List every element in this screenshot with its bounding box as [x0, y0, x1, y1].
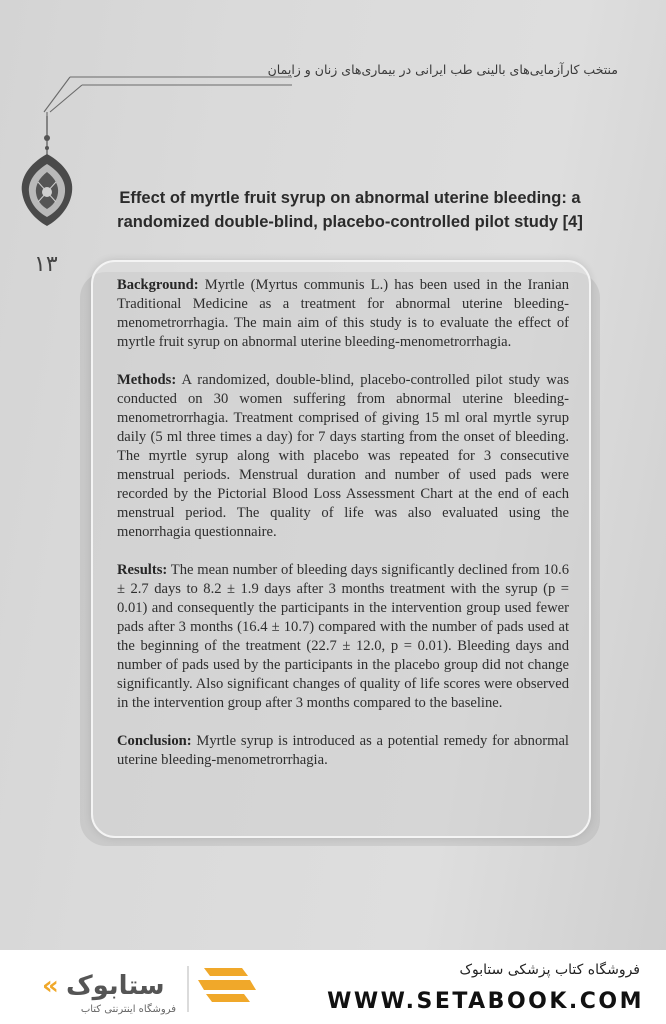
methods-text: A randomized, double-blind, placebo-controlled pilot study was conducted on 30 women suffering from abnormal uterine bleeding-menometrorrhagia. Treatment comprised of giving 15 ml oral myrtle syrup daily (5 ml three times a day) for 7 days starting from the onset of bleeding. The myrtle syrup along with placebo was repeated for 3 consecutive menstrual periods. Menstrual duration and number of used pads were recorded by the Pictorial Blood Loss Assessment Chart at the end of each menstrual period. The quality of life was also evaluated using the menorrhagia questionnaire. [117, 372, 570, 540]
background-heading: Background: [117, 277, 199, 293]
page-number: ۱۳ [34, 252, 58, 277]
results-paragraph [117, 561, 569, 713]
svg-text:«: « [42, 971, 59, 1001]
methods-paragraph [117, 371, 569, 542]
store-name: فروشگاه کتاب پزشکی ستابوک [459, 962, 640, 978]
methods-heading: Methods: [117, 372, 177, 388]
running-head: منتخب کارآزمایی‌های بالینی طب ایرانی در بیماری‌های زنان و زایمان [267, 62, 618, 77]
conclusion-text: Myrtle syrup is introduced as a potential remedy for abnormal uterine bleeding-menometrorrhagia. [117, 733, 569, 768]
conclusion-heading: Conclusion: [117, 733, 192, 749]
conclusion-paragraph [117, 732, 569, 770]
results-heading: Results: [117, 562, 168, 578]
ornament-icon [10, 116, 80, 231]
results-text: The mean number of bleeding days significantly declined from 10.6 ± 2.7 days to 8.2 ± 1.9 days after 3 months treatment with the syrup (p = 0.01) and consequently the participants in the intervention group used fewer pads after 3 months (16.4 ± 10.7) compared with the number of pads used at the beginning of the treatment (22.7 ± 12.0, p = 0.01). Bleeding days and number of pads used by the participants in the placebo group did not change significantly. Also significant changes of quality of life scores were observed in the intervention group after 3 months compared to the baseline. [117, 562, 569, 711]
store-url[interactable]: WWW.SETABOOK.COM [327, 989, 644, 1014]
svg-text:ستابوک: ستابوک [66, 971, 165, 1001]
logo-tagline: فروشگاه اینترنتی کتاب [80, 1004, 176, 1015]
article-title: Effect of myrtle fruit syrup on abnormal uterine bleeding: a randomized double-blind, placebo-controlled pilot study [4] [117, 189, 583, 231]
setabook-logo [30, 960, 270, 1018]
background-text: Myrtle (Myrtus communis L.) has been used in the Iranian Traditional Medicine as a treatment for abnormal uterine bleeding-menometrorrhagia. The main aim of this study is to evaluate the effect of myrtle fruit syrup on abnormal uterine bleeding-menometrorrhagia. [117, 277, 570, 350]
background-paragraph [117, 276, 569, 352]
abstract-box [91, 260, 591, 838]
